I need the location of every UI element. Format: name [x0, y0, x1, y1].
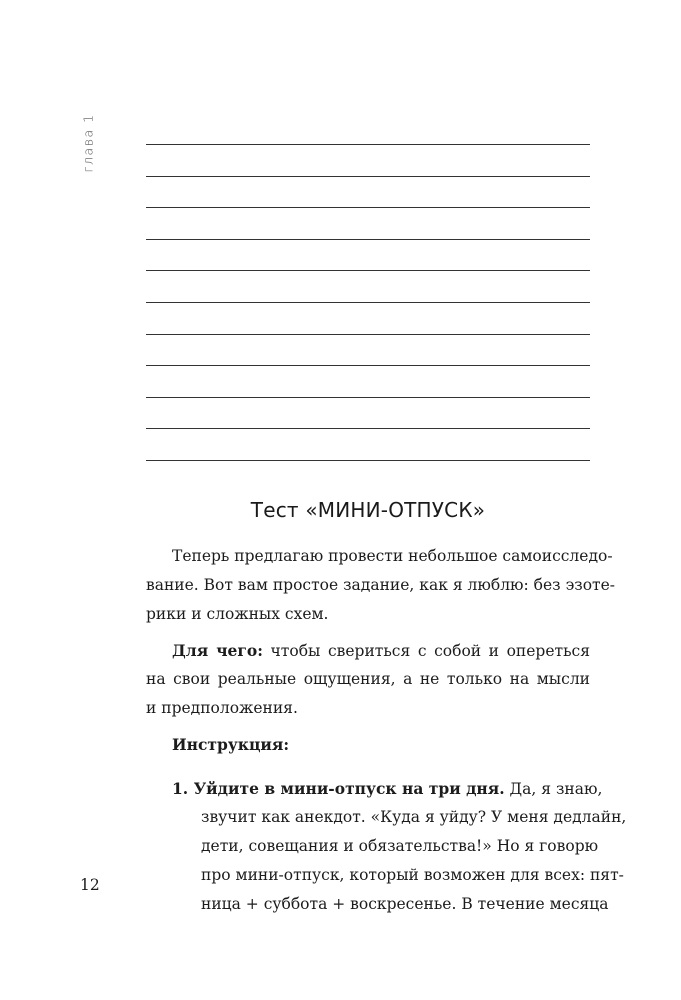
instruction-label: Инструкция: — [172, 735, 290, 754]
running-head — [80, 108, 96, 178]
page-number: 12 — [80, 876, 100, 894]
purpose-line: на свои реальные ощущения, а не только на мысли — [146, 670, 590, 688]
purpose-label: Для чего: — [172, 641, 263, 660]
writing-line — [146, 302, 590, 303]
writing-line — [146, 176, 590, 177]
writing-line — [146, 334, 590, 335]
writing-line — [146, 428, 590, 429]
purpose-line — [146, 636, 590, 665]
instruction-line — [146, 730, 590, 759]
writing-line — [146, 365, 590, 366]
list-item-line — [172, 774, 603, 803]
writing-line — [146, 239, 590, 240]
list-item-line: ница + суббота + воскресенье. В течение месяца — [201, 895, 609, 913]
purpose-first-line-rest: чтобы свериться с собой и опереться — [262, 642, 590, 660]
purpose-paragraph — [146, 636, 590, 723]
list-item-line: дети, совещания и обязательства!» Но я говорю — [201, 837, 599, 855]
section-heading: Тест «МИНИ-ОТПУСК» — [250, 498, 486, 522]
intro-paragraph — [146, 542, 616, 629]
list-item-line: звучит как анекдот. «Куда я уйду? У меня дедлайн, — [201, 808, 627, 826]
list-item-lead: 1. Уйдите в мини-отпуск на три дня. — [172, 779, 505, 798]
instruction-paragraph — [146, 730, 590, 759]
writing-line — [146, 270, 590, 271]
purpose-line: и предположения. — [146, 699, 298, 717]
intro-line: вание. Вот вам простое задание, как я люблю: без эзоте- — [146, 576, 616, 594]
intro-line: Теперь предлагаю провести небольшое самоисследо- — [172, 547, 613, 565]
writing-line — [146, 397, 590, 398]
running-head-text: глава 1 — [80, 113, 96, 173]
intro-line: рики и сложных схем. — [146, 605, 329, 623]
writing-line — [146, 144, 590, 145]
list-item-first-line-rest: Да, я знаю, — [504, 780, 603, 798]
writing-line — [146, 460, 590, 461]
writing-line — [146, 207, 590, 208]
instruction-list-item-1 — [172, 774, 627, 919]
list-item-line: про мини-отпуск, который возможен для всех: пят- — [201, 866, 624, 884]
